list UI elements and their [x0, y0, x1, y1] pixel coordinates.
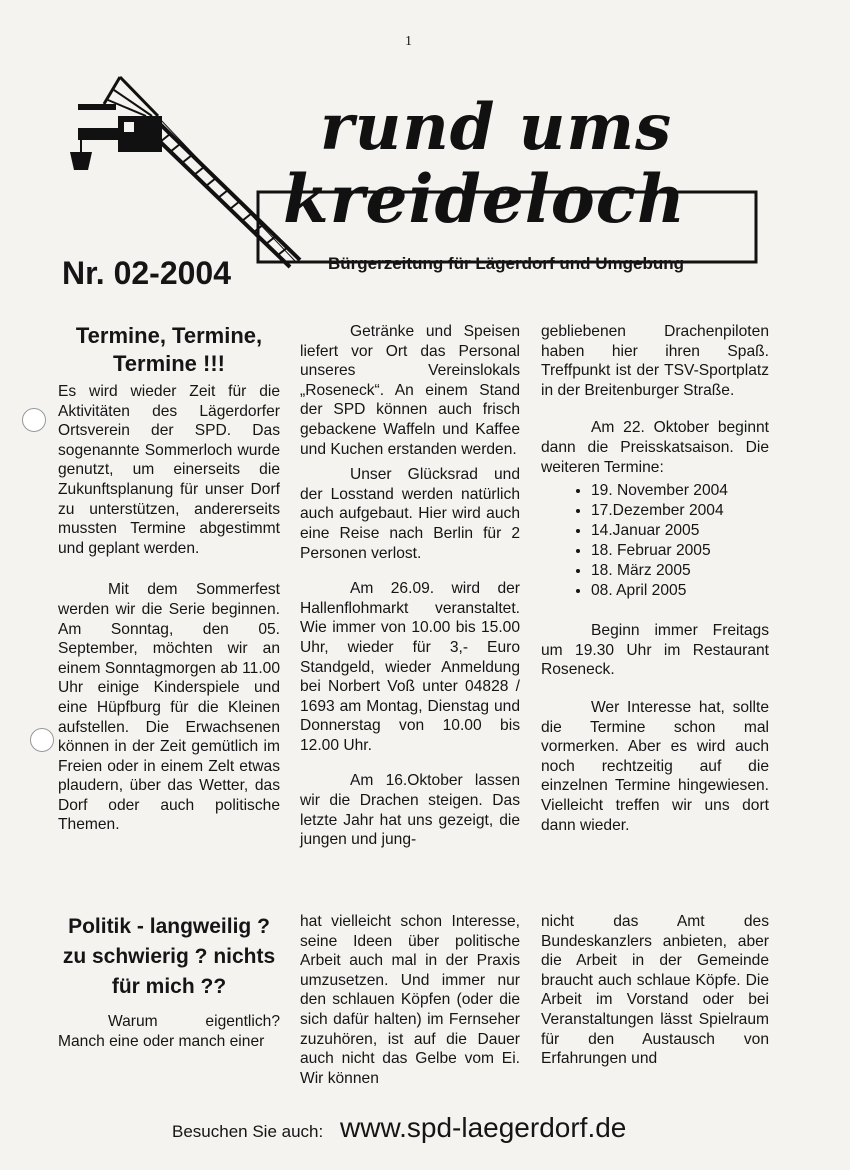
article1-paragraph: Mit dem Sommerfest werden wir die Serie beginnen. Am Sonntag, den 05. September, möchten wir an einem Sonntagmorgen ab 11.00 Uhr einige Kinderspiele und eine Hüpfburg für die Kleinen aufstellen. Die Erwachsenen können in der Zeit gemütlich im Freien oder in einem Zelt etwas plaudern, über das Wetter, das Dorf oder auch politische Themen. — [58, 581, 280, 834]
article1-paragraph: Unser Glücksrad und der Losstand werden natürlich auch aufgebaut. Hier wird auch eine Reise nach Berlin für 2 Personen verlost. — [300, 466, 520, 562]
article2-paragraph: nicht das Amt des Bundeskanzlers anbieten, aber die Arbeit in der Gemeinde braucht auch schlaue Köpfe. Die Arbeit im Vorstand oder bei Veranstaltungen lässt Spielraum für den Austausch von Erfahrungen und — [541, 913, 769, 1068]
article1-paragraph: gebliebenen Drachenpiloten haben hier ihren Spaß. Treffpunkt ist der TSV-Sportplatz in der Breitenburger Straße. — [541, 323, 769, 399]
date-item: • 18. März 2005 — [591, 561, 769, 581]
footer-url[interactable]: www.spd-laegerdorf.de — [340, 1112, 627, 1143]
date-item: • 19. November 2004 — [591, 481, 769, 501]
masthead-subtitle: Bürgerzeitung für Lägerdorf und Umgebung — [328, 254, 685, 273]
article1-paragraph: Es wird wieder Zeit für die Aktivitäten des Lägerdorfer Ortsverein der SPD. Das sogenannte Sommerloch wurde genutzt, um einerseits die Zukunftsplanung für unser Dorf zu unterstützen, andererseits mussten Termine abgestimmt und geplant werden. — [58, 383, 280, 557]
article1-paragraph: Am 16.Oktober lassen wir die Drachen steigen. Das letzte Jahr hat uns gezeigt, die jungen und jung- — [300, 772, 520, 849]
issue-number: Nr. 02-2004 — [62, 255, 232, 291]
date-item: • 08. April 2005 — [591, 581, 769, 601]
date-item: • 18. Februar 2005 — [591, 541, 769, 561]
date-item: • 17.Dezember 2004 — [591, 501, 769, 521]
article1-column3 — [541, 322, 769, 835]
masthead-title-line2: kreideloch — [283, 160, 686, 238]
date-list — [541, 481, 769, 601]
masthead — [58, 72, 758, 272]
article1-paragraph: Am 22. Oktober beginnt dann die Preisskatsaison. Die weiteren Termine: — [541, 419, 769, 476]
article1-paragraph: Wer Interesse hat, sollte die Termine schon mal vormerken. Aber es wird auch noch rechtzeitig auf die einzelnen Termine hingewiesen. Vielleicht treffen wir uns dort dann wieder. — [541, 698, 769, 834]
article1-headline: Termine, Termine, Termine !!! — [75, 323, 263, 376]
masthead-title-line1: rund ums — [320, 90, 673, 165]
article1-column1 — [58, 322, 280, 835]
article1-paragraph: Am 26.09. wird der Hallenflohmarkt veranstaltet. Wie immer von 10.00 bis 15.00 Uhr, wieder für 3,- Euro Standgeld, wieder Anmeldung bei Norbert Voß unter 04828 / 1693 am Montag, Dienstag und Donnerstag von 10.00 bis 12.00 Uhr. — [300, 580, 520, 754]
article2-column2 — [300, 912, 520, 1088]
article1-paragraph: Beginn immer Freitags um 19.30 Uhr im Restaurant Roseneck. — [541, 622, 769, 679]
article1-column2 — [300, 322, 520, 850]
date-item: • 14.Januar 2005 — [591, 521, 769, 541]
page-number: 1 — [405, 34, 412, 49]
article1-paragraph: Getränke und Speisen liefert vor Ort das Personal unseres Vereinslokals „Roseneck“. An einem Stand der SPD können auch frisch gebackene Waffeln und Kaffee und Kuchen erstanden werden. — [300, 323, 520, 458]
punch-hole — [22, 408, 46, 432]
article2-headline: Politik - langweilig ? zu schwierig ? nichts für mich ?? — [62, 915, 276, 998]
punch-hole — [30, 728, 54, 752]
article2-column1 — [58, 912, 280, 1051]
article2-paragraph: hat vielleicht schon Interesse, seine Ideen über politische Arbeit auch mal in der Praxis umzusetzen. Und immer nur den schlauen Köpfen (oder die sich dafür halten) im Fernseher zuzuhören, ist auf die Dauer auch nicht das Gelbe vom Ei. Wir können — [300, 913, 520, 1087]
article2-paragraph: Warum eigentlich? Manch eine oder manch einer — [58, 1013, 280, 1050]
footer-label: Besuchen Sie auch: — [172, 1122, 324, 1141]
article2-column3 — [541, 912, 769, 1069]
